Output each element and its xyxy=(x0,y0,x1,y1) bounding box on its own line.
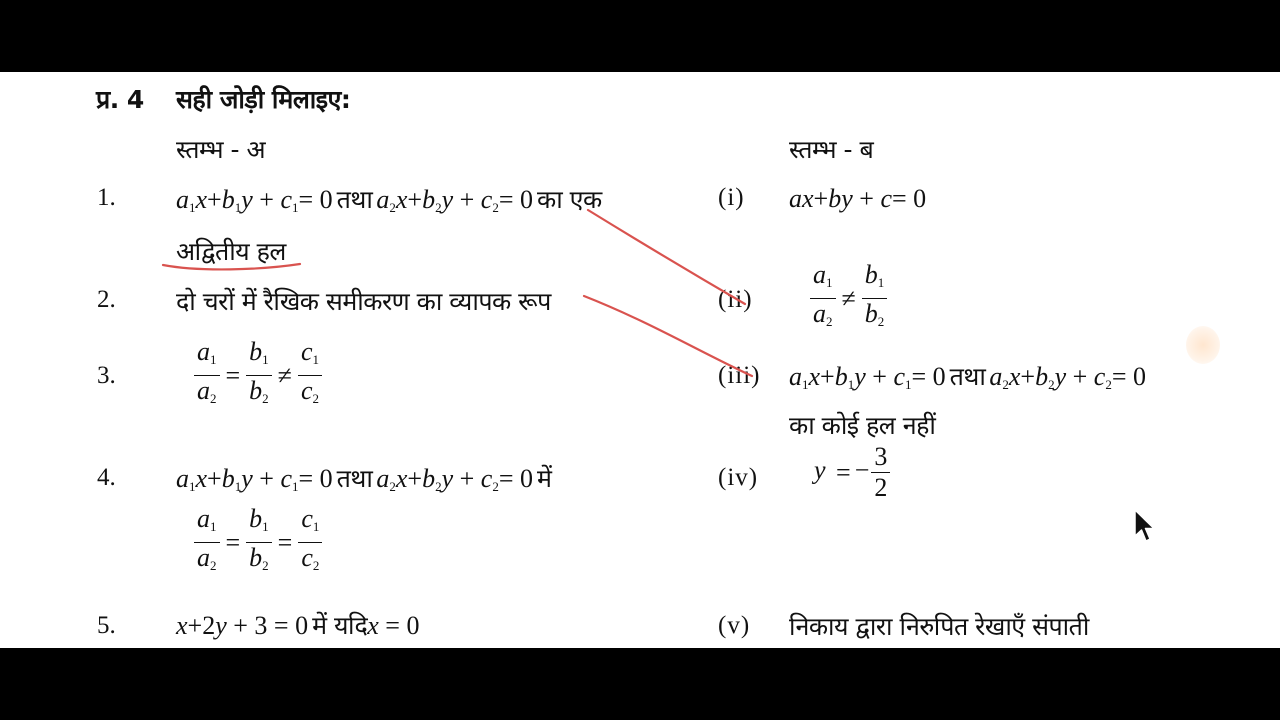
item-3-fraction: $\frac{a_1}{a_2}$ = $\frac{b_1}{b_2}$ ≠ $\frac{c_1}{c_2}$ xyxy=(192,337,324,414)
worksheet-page xyxy=(0,72,1280,648)
option-iv-equation: y = − $\frac{3}{2}$ xyxy=(814,442,892,503)
item-1-tail: का एक xyxy=(537,185,602,214)
option-number-iii: (iii) xyxy=(718,362,761,389)
item-4-tail: में xyxy=(537,464,552,493)
column-b-header: स्तम्भ - ब xyxy=(789,135,874,164)
item-5-text: में यदि xyxy=(312,611,368,640)
item-1-tatha: तथा xyxy=(336,185,373,214)
option-number-iv: (iv) xyxy=(718,464,759,491)
item-number-2: 2. xyxy=(97,286,116,313)
option-iii-equation: $a_1x+b_1y + c_1= 0$ तथा $a_2x+b_2y + c_2= 0$ xyxy=(789,362,1147,392)
item-4-equation: $a_1x+b_1y + c_1= 0$ तथा $a_2x+b_2y + c_2= 0$ में xyxy=(176,464,552,494)
option-number-v: (v) xyxy=(718,612,751,639)
item-1-line2: अद्वितीय हल xyxy=(176,237,286,266)
option-number-ii: (ii) xyxy=(718,286,753,313)
highlight-glow xyxy=(1186,326,1220,364)
item-2-text: दो चरों में रैखिक समीकरण का व्यापक रूप xyxy=(176,287,551,316)
column-a-header: स्तम्भ - अ xyxy=(176,135,266,164)
item-4-tatha: तथा xyxy=(336,464,373,493)
option-v-text: निकाय द्वारा निरुपित रेखाएँ संपाती xyxy=(789,612,1089,641)
question-title: सही जोड़ी मिलाइए: xyxy=(176,85,351,114)
option-i-equation: ax+by + c= 0 xyxy=(789,184,927,213)
option-iii-line2: का कोई हल नहीं xyxy=(789,411,936,440)
question-number: प्र. 4 xyxy=(96,85,144,114)
item-1-equation: $a_1x+b_1y + c_1= 0$ तथा $a_2x+b_2y + c_2= 0$ का एक xyxy=(176,185,602,215)
item-number-1: 1. xyxy=(97,184,116,211)
item-number-4: 4. xyxy=(97,464,116,491)
option-number-i: (i) xyxy=(718,184,745,211)
item-number-5: 5. xyxy=(97,612,116,639)
item-number-3: 3. xyxy=(97,362,116,389)
mouse-cursor-icon xyxy=(1133,508,1159,544)
item-5-equation: x+2y + 3 = 0 में यदिx = 0 xyxy=(176,611,420,640)
option-ii-fraction: $\frac{a_1}{a_2}$ ≠ $\frac{b_1}{b_2}$ xyxy=(808,260,889,337)
item-4-fraction: $\frac{a_1}{a_2}$ = $\frac{b_1}{b_2}$ = $\frac{c_1}{c_2}$ xyxy=(192,504,324,581)
option-iii-tatha: तथा xyxy=(949,362,986,391)
